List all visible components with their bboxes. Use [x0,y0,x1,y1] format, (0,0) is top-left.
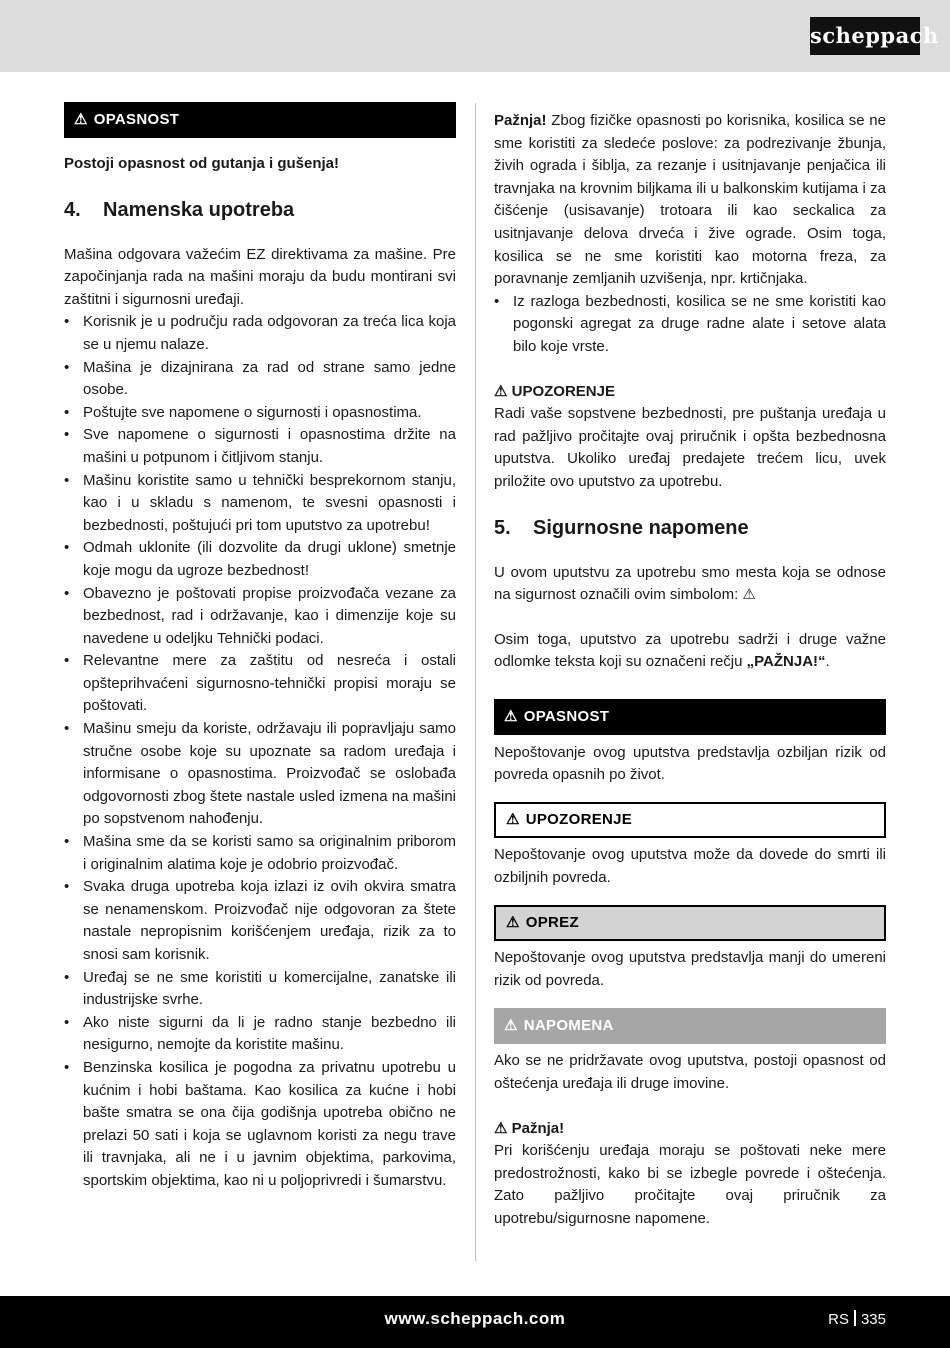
box-label: OPASNOST [523,707,610,725]
separator [854,1310,856,1326]
warning-paragraph: Radi vaše sopstvene bezbednosti, pre puštanja uređaja u rad pažljivo pročitajte ovaj priručnik i opšta bezbednosna uputstva. Ukoliko uređaj predajete trećem licu, uvek priložite ovo uputstvo za upotrebu. [494,405,886,490]
attention-lead: Pažnja! [494,112,547,129]
danger-box [64,102,456,138]
list-item: • Mašinu koristite samo u tehnički besprekornom stanju, kao i u skladu s namenom, te svesni opasnosti i bezbednosti, poštujući pri tom uputstvo za upotrebu! [64,470,456,538]
list-item: • Benzinska kosilica je pogodna za privatnu upotrebu u kućnim i hobi baštama. Kao kosilica za kućne i hobi bašte smatra se ona čija godišnja upotreba obično ne prelazi 50 sati i koja se uglavnom koristi za negu trave ili travnjaka, ali ne i u javnim objektima, parkovima, sportskim objektima, kao ni u poljoprivredi i šumarstvu. [64,1057,456,1193]
danger-text: Postoji opasnost od gutanja i gušenja! [64,155,340,172]
list-item: • Iz razloga bezbednosti, kosilica se ne sme koristiti kao pogonski agregat za druge radne alate i setove alata bilo koje vrste. [494,291,886,359]
warning-triangle-icon: ⚠ [506,810,520,828]
warning-heading [494,381,886,404]
list-item: • Ako niste sigurni da li je radno stanje bezbedno ili nesigurno, nemojte da koristite mašinu. [64,1012,456,1057]
section-4-heading [64,197,456,223]
left-column [64,102,456,1193]
right-column [494,110,886,1231]
list-item: • Svaka druga upotreba koja izlazi iz ovih okvira smatra se nenamenskom. Proizvođač nije odgovoran za štete nastale nepropisnim korišćenjem uređaja, rizik za to snosi sam korisnik. [64,876,456,966]
attention-text: Zbog fizičke opasnosti po korisnika, kosilica se ne sme koristiti za sledeće poslove: za podrezivanje žbunja, živih ograda i šiblja, za rezanje i usitnjavanje penjačica ili travnjaka na krovnim biljkama ili u balkonskim kutijama i za čišćenje (usisavanje) trotoara ili kao seckalica za usitnjavanje delova drveća i žive ograde. Osim toga, kosilica se ne sme koristiti kao motorna freza, za poravnanje zemljanih uzvišenja, npr. krtičnjaka. [494,112,886,288]
list-item: • Mašinu smeju da koriste, održavaju ili popravljaju samo stručne osobe koje su upoznate sa radom uređaja i informisane o opasnostima. Proizvođač se oslobađa odgovornosti zbog štete nastale usled izmena na mašini po sopstvenom nahođenju. [64,718,456,831]
warning-box [494,802,886,838]
attention-paragraph [494,110,886,291]
warning-triangle-icon: ⚠ [494,1119,508,1137]
warning-triangle-icon: ⚠ [494,382,508,400]
warning-triangle-icon: ⚠ [504,1017,518,1035]
section-number: 4. [64,198,81,221]
list-item: • Mašina je dizajnirana za rad od strane samo jedne osobe. [64,357,456,402]
list-item: • Sve napomene o sigurnosti i opasnostima držite na mašini u potpunom i čitljivom stanju. [64,424,456,469]
note-heading [494,1118,886,1141]
page-number: 335 [860,1311,886,1328]
list-item: • Poštujte sve napomene o sigurnosti i opasnostima. [64,402,456,425]
attention-word: „PAŽNJA!“ [746,653,826,671]
symbol-paragraph: U ovom uputstvu za upotrebu smo mesta koja se odnose na sigurnost označili ovim simbolom: ⚠ [494,563,886,604]
column-divider [475,103,476,1261]
section-5-heading [494,515,886,541]
section-title: Namenska upotreba [103,198,295,221]
box-label: UPOZORENJE [525,810,633,828]
usage-list [64,311,456,1192]
danger-label: OPASNOST [93,110,180,128]
warning-triangle-icon: ⚠ [74,110,88,128]
list-item: • Odmah uklonite (ili dozvolite da drugi uklone) smetnje koje mogu da ugroze bezbednost! [64,537,456,582]
section-number: 5. [494,516,511,539]
box-label: NAPOMENA [523,1017,614,1035]
website-link[interactable]: www.scheppach.com [384,1309,566,1328]
warning-triangle-icon: ⚠ [506,913,520,931]
list-item: • Mašina sme da se koristi samo sa originalnim priborom i originalnim alatima koje je odobrio proizvođač. [64,831,456,876]
intro-paragraph: Mašina odgovara važećim EZ direktivama za mašine. Pre započinjanja rada na mašini moraju da budu montirani svi zaštitni i sigurnosni uređaji. [64,245,456,308]
warning-heading-label: UPOZORENJE [511,382,615,400]
box-text: Nepoštovanje ovog uputstva predstavlja ozbiljan rizik od povreda opasnih po život. [494,743,886,784]
footer-bar [0,1296,950,1348]
box-text: Nepoštovanje ovog uputstva može da dovede do smrti ili ozbiljnih povreda. [494,846,886,886]
note-heading-label: Pažnja! [511,1119,565,1137]
box-text: Ako se ne pridržavate ovog uputstva, postoji opasnost od oštećenja uređaja ili druge imovine. [494,1052,886,1093]
scheppach-logo: scheppach [810,17,920,55]
header-bar [0,0,950,72]
attention-list [494,291,886,359]
caution-box [494,905,886,941]
attention-word-text: Osim toga, uputstvo za upotrebu sadrži i druge važne odlomke teksta koji su označeni rečju [494,630,886,671]
danger-box [494,699,886,735]
list-item: • Obavezno je poštovati propise proizvođača vezane za bezbednost, rad i održavanje, kao i dimenzije koje su navedene u odeljku Tehnički podaci. [64,583,456,651]
attention-word-end: . [825,653,830,671]
list-item: • Korisnik je u području rada odgovoran za treća lica koja se u njemu nalaze. [64,311,456,356]
note-paragraph: Pri korišćenju uređaja moraju se poštovati neke mere predostrožnosti, kako bi se izbegle povrede i oštećenja. Zato pažljivo pročitajte ovaj priručnik za upotrebu/sigurnosne napomene. [494,1142,886,1227]
warning-triangle-icon: ⚠ [504,707,518,725]
list-item: • Relevantne mere za zaštitu od nesreća i ostali opšteprihvaćeni sigurnosno-tehnički propisi moraju se poštovati. [64,650,456,718]
box-label: OPREZ [525,913,579,931]
list-item: • Uređaj se ne sme koristiti u komercijalne, zanatske ili industrijske svrhe. [64,967,456,1012]
box-text: Nepoštovanje ovog uputstva predstavlja manji do umereni rizik od povreda. [494,949,886,989]
attention-word-paragraph [494,629,886,674]
section-title: Sigurnosne napomene [533,516,749,539]
language-code: RS [828,1311,849,1328]
page-indicator [828,1310,886,1328]
notice-box [494,1008,886,1044]
